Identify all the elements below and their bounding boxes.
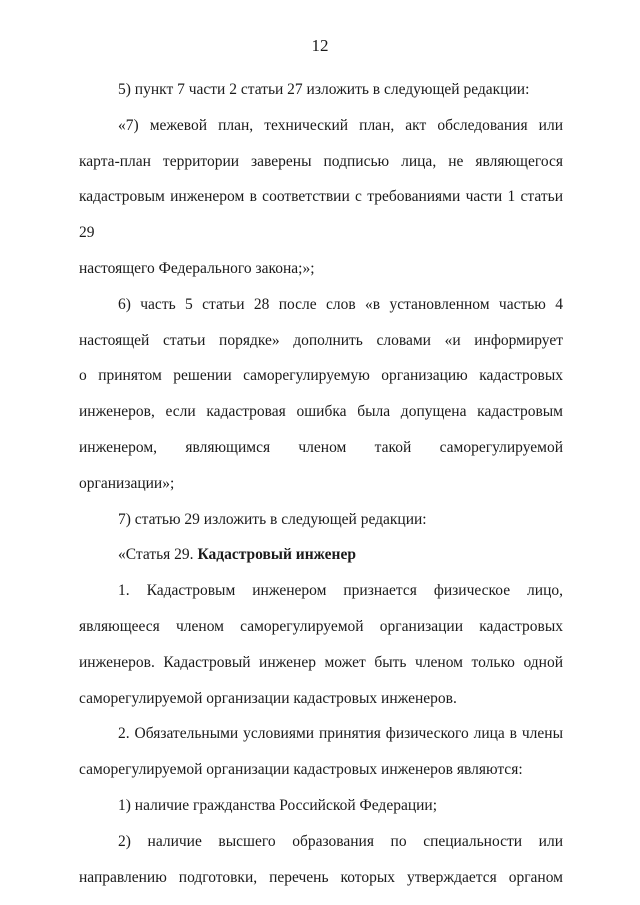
paragraph-clause-2-line-1: 2. Обязательными условиями принятия физического лица в члены	[118, 725, 563, 743]
paragraph-item-6-line-4: инженеров, если кадастровая ошибка была допущена кадастровым	[79, 403, 563, 421]
paragraph-item-6-line-1: 6) часть 5 статьи 28 после слов «в установленном частью 4	[118, 295, 563, 313]
paragraph-clause-1-line-3: инженеров. Кадастровый инженер может быть членом только одной	[79, 653, 563, 671]
article-heading-title: Кадастровый инженер	[197, 546, 356, 564]
paragraph-item-7: 7) статью 29 изложить в следующей редакции:	[118, 510, 427, 528]
page-number: 12	[311, 36, 329, 55]
paragraph-clause-1-line-2: являющееся членом саморегулируемой организации кадастровых	[79, 617, 563, 635]
paragraph-clause-1-line-4: саморегулируемой организации кадастровых инженеров.	[79, 689, 457, 707]
paragraph-condition-1: 1) наличие гражданства Российской Федерации;	[118, 796, 438, 814]
article-heading-prefix: «Статья 29.	[118, 546, 198, 564]
document-body	[79, 72, 563, 895]
paragraph-quote-7-line-2: карта-план территории заверены подписью лица, не являющегося	[79, 152, 563, 170]
paragraph-quote-7-line-4: настоящего Федерального закона;»;	[79, 259, 315, 277]
paragraph-clause-2-line-2: саморегулируемой организации кадастровых инженеров являются:	[79, 761, 523, 779]
paragraph-quote-7-line-3: кадастровым инженером в соответствии с требованиями части 1 статьи 29	[79, 188, 563, 242]
article-heading	[79, 537, 563, 573]
paragraph-item-5: 5) пункт 7 части 2 статьи 27 изложить в следующей редакции:	[118, 81, 530, 98]
paragraph-item-6-line-3: о принятом решении саморегулируемую организацию кадастровых	[79, 367, 563, 385]
paragraph-condition-2-line-2: направлению подготовки, перечень которых утверждается органом	[79, 868, 563, 886]
paragraph-item-6-line-2: настоящей статьи порядке» дополнить словами «и информирует	[79, 331, 563, 349]
paragraph-condition-2-line-1: 2) наличие высшего образования по специальности или	[118, 832, 563, 850]
paragraph-clause-1-line-1: 1. Кадастровым инженером признается физическое лицо,	[118, 582, 563, 600]
paragraph-quote-7-line-1: «7) межевой план, технический план, акт обследования или	[118, 116, 563, 134]
paragraph-item-6-line-5: инженером, являющимся членом такой саморегулируемой организации»;	[79, 438, 563, 492]
